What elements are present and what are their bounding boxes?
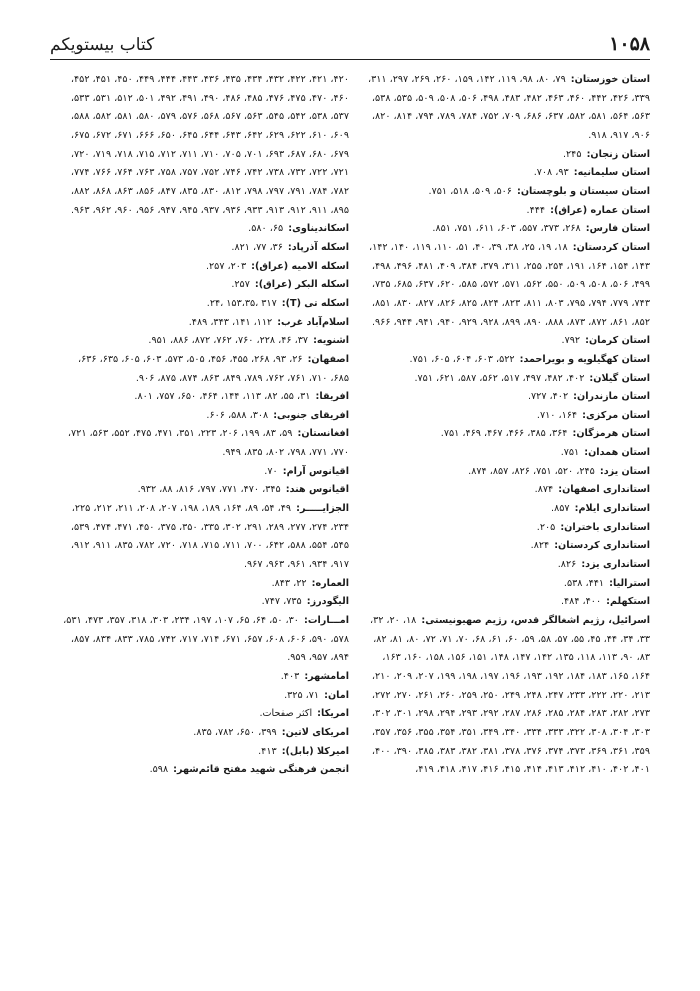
index-entry: [63, 314, 349, 333]
index-entry: [364, 183, 650, 202]
index-entry: [364, 593, 650, 612]
entry-pages: ۷۱، ۳۲۵.: [284, 689, 320, 701]
index-entry: [63, 388, 349, 407]
entry-pages: ۳۴۵، ۴۷۰، ۷۷۱، ۷۹۷، ۸۱۶، ۸۸، ۹۳۲.: [137, 484, 281, 496]
index-entry: [364, 407, 650, 426]
index-entry: [63, 425, 349, 462]
entry-term: استان سلیمانیه:: [573, 167, 650, 179]
entry-pages: ۶۵، ۵۸۰.: [248, 223, 284, 235]
entry-pages: ۷۰.: [264, 465, 278, 477]
entry-pages: ۴۰۰، ۴۸۴.: [560, 596, 602, 608]
entry-pages: ۷۹۲.: [561, 335, 581, 347]
index-entry: [364, 556, 650, 575]
index-entry: [364, 444, 650, 463]
index-column-right: [364, 71, 650, 780]
entry-pages: ۲۵۷.: [231, 279, 250, 291]
entry-pages: ۴۴۱، ۵۳۸.: [563, 577, 605, 589]
entry-term: اقیانوس آرام:: [282, 465, 349, 477]
entry-term: امریکا:: [317, 708, 349, 720]
entry-term: اصفهان:: [307, 353, 349, 365]
entry-pages: ۴۰۲، ۴۸۲، ۴۹۷، ۵۱۷، ۵۶۲، ۵۸۷، ۶۲۱، ۷۵۱.: [414, 372, 585, 384]
book-title: کتاب بیستویکم: [50, 35, 155, 55]
entry-term: استانداری باختران:: [560, 521, 650, 533]
entry-pages: ۸۷۴.: [534, 484, 554, 496]
entry-pages: ۲۶۸، ۳۷۳، ۵۵۷، ۶۰۳، ۶۱۱، ۷۵۱، ۸۵۱.: [432, 223, 581, 235]
index-entry: [364, 463, 650, 482]
entry-term: اسلام‌آباد غرب:: [277, 316, 349, 328]
index-entry: [63, 258, 349, 277]
entry-term: امامشهر:: [304, 671, 349, 682]
index-entry: [63, 761, 349, 780]
entry-term: اقیانوس هند:: [285, 484, 349, 496]
entry-pages: ۷۵۱.: [560, 447, 580, 459]
index-entry: [364, 202, 650, 221]
entry-term: استکهلم:: [606, 596, 650, 608]
entry-pages: ۲۰۵.: [536, 521, 556, 533]
entry-term: استان مازندران:: [573, 391, 650, 403]
entry-term: امان:: [324, 689, 349, 701]
index-entry: [63, 687, 349, 706]
entry-pages: ۳۶، ۷۷، ۸۲۱.: [231, 241, 283, 253]
entry-term: افریقا:: [315, 391, 349, 403]
entry-pages: ۷۳۵، ۷۴۷.: [261, 596, 302, 608]
index-entry: [63, 724, 349, 743]
entry-pages: ۲۴۵، ۵۲۰، ۷۵۱، ۸۲۶، ۸۵۷، ۸۷۴.: [468, 465, 595, 477]
index-entry: [63, 593, 349, 612]
entry-term: استانداری کردستان:: [554, 540, 650, 552]
entry-term: استان عماره (عراق):: [550, 204, 650, 216]
entry-pages: ۹۳، ۷۰۸.: [533, 167, 569, 179]
entry-term: امریکای لاتین:: [281, 726, 349, 738]
entry-pages: ۲۶، ۹۳، ۲۶۸، ۴۵۵، ۴۵۶، ۵۰۵، ۵۷۳، ۶۰۳، ۶۰۵، ۶۳۵، ۶۳۶، ۶۸۵، ۷۱۰، ۷۶۱، ۷۶۲، ۷۸۹، ۸۴۹، ۸۶۳، ۸۷۴، ۸۷۵، ۹۰۶.: [77, 353, 349, 384]
entry-pages: ۸۲۴.: [530, 540, 550, 552]
entry-term: اسکله الامیه (عراق):: [251, 260, 349, 272]
entry-pages: ۲۲، ۸۴۳.: [271, 577, 307, 589]
entry-term: استان همدان:: [584, 447, 650, 459]
entry-pages: ۴۹، ۵۴، ۸۹، ۱۶۴، ۱۸۹، ۱۹۸، ۲۰۷، ۲۰۸، ۲۱۱، ۲۱۲، ۲۲۵، ۲۳۴، ۲۷۴، ۲۷۷، ۲۸۹، ۲۹۱، ۳۰۲، ۳۳۵، ۳۵۰، ۳۷۵، ۴۵۰، ۴۷۱، ۴۷۴، ۵۳۹، ۵۴۵، ۵۵۴، ۵۸۸، ۶۴۲، ۷۰۰، ۷۱۱، ۷۱۵، ۷۱۸، ۷۲۰، ۷۸۲، ۸۳۵، ۹۱۱، ۹۱۲، ۹۱۷، ۹۳۴، ۹۶۱، ۹۶۳، ۹۶۷.: [70, 503, 349, 571]
entry-term: افریقای جنوبی:: [273, 409, 349, 421]
index-entry: [364, 164, 650, 183]
entry-term: استان خوزستان:: [570, 74, 650, 85]
entry-term: استان هرمزگان:: [572, 428, 650, 440]
entry-term: استانداری یزد:: [581, 559, 650, 571]
index-entry: [63, 481, 349, 500]
index-entry: [364, 481, 650, 500]
index-entry: [364, 519, 650, 538]
index-entry: [364, 612, 650, 780]
entry-pages: ۴۰۳.: [280, 671, 300, 682]
entry-pages: ۳۱، ۵۵، ۸۲، ۱۱۳، ۱۴۴، ۴۶۴، ۶۵۰، ۷۵۷، ۸۰۱.: [134, 391, 311, 403]
index-entry: [364, 220, 650, 239]
index-entry: [63, 295, 349, 314]
entry-pages: ۳۰۸، ۵۸۸، ۶۰۶.: [206, 409, 269, 421]
entry-pages: ۵۹۸.: [149, 764, 169, 776]
entry-pages: ۵۹، ۸۳، ۱۹۹، ۲۰۶، ۲۲۳، ۳۵۱، ۴۷۱، ۴۷۵، ۵۵۲، ۵۶۳، ۷۲۱، ۷۷۰، ۷۷۱، ۷۹۸، ۸۰۲، ۸۳۵، ۹۴۹.: [67, 428, 349, 459]
entry-pages: ۱۶۴، ۷۱۰.: [536, 409, 578, 421]
entry-term: امیرکلا (بابل):: [281, 745, 349, 757]
entry-term: استانداری اصفهان:: [558, 484, 650, 496]
index-entry: [364, 500, 650, 519]
entry-term: استان کهگیلویه و بویراحمد:: [519, 353, 650, 365]
entry-pages: ۲۴، ۱۵۳،۳۵، ۳۱۷.: [206, 297, 277, 309]
entry-pages: ۱۸، ۱۹، ۲۵، ۳۸، ۳۹، ۴۰، ۵۱، ۱۱۰، ۱۱۹، ۱۴۰، ۱۴۲، ۱۴۳، ۱۵۴، ۱۶۴، ۱۹۱، ۲۵۴، ۲۵۵، ۳۱۱، ۳۷۹، ۳۸۴، ۴۰۹، ۴۸۱، ۴۹۶، ۴۹۸، ۴۹۹، ۵۰۶، ۵۰۸، ۵۰۹، ۵۵۰، ۵۶۲، ۵۷۱، ۵۷۲، ۵۸۵، ۶۲۰، ۶۳۷، ۶۸۵، ۷۳۵، ۷۴۳، ۷۷۹، ۷۹۴، ۷۹۵، ۸۰۳، ۸۱۱، ۸۲۳، ۸۲۴، ۸۲۵، ۸۲۶، ۸۲۷، ۸۳۰، ۸۵۱، ۸۵۲، ۸۶۱، ۸۷۲، ۸۷۳، ۸۸۸، ۸۹۰، ۸۹۹، ۹۲۸، ۹۲۹، ۹۴۰، ۹۴۱، ۹۴۴، ۹۶۶.: [368, 241, 650, 328]
entry-pages: ۱۸، ۲۰، ۳۲، ۳۳، ۳۴، ۴۴، ۴۵، ۵۵، ۵۷، ۵۸، ۵۹، ۶۰، ۶۱، ۶۸، ۷۰، ۷۱، ۷۲، ۸۰، ۸۱، ۸۲، ۸۳، ۹۰، ۱۱۳، ۱۱۸، ۱۳۵، ۱۴۲، ۱۴۷، ۱۴۸، ۱۵۱، ۱۵۶، ۱۵۸، ۱۶۰، ۱۶۳، ۱۶۴، ۱۶۵، ۱۸۳، ۱۸۴، ۱۹۲، ۱۹۳، ۱۹۶، ۱۹۷، ۱۹۸، ۱۹۹، ۲۰۷، ۲۰۹، ۲۱۰، ۲۱۳، ۲۲۰، ۲۲۲، ۲۳۳، ۲۴۷، ۲۴۸، ۲۴۹، ۲۵۰، ۲۵۹، ۲۶۰، ۲۶۱، ۲۷۰، ۲۷۲، ۲۷۳، ۲۸۲، ۲۸۳، ۲۸۴، ۲۸۵، ۲۸۶، ۲۸۷، ۲۹۲، ۲۹۳، ۲۹۴، ۲۹۸، ۳۰۱، ۳۰۲، ۳۰۳، ۳۰۴، ۳۰۸، ۳۲۲، ۳۳۳، ۳۳۴، ۳۴۰، ۳۴۹، ۳۵۱، ۳۵۴، ۳۵۵، ۳۵۶، ۳۵۷، ۳۵۹، ۳۶۱، ۳۶۹، ۳۷۳، ۳۷۴، ۳۷۶، ۳۷۸، ۳۸۱، ۳۸۲، ۳۸۳، ۳۸۵، ۳۹۰، ۴۰۰، ۴۰۱، ۴۰۲، ۴۱۰، ۴۱۲، ۴۱۳، ۴۱۴، ۴۱۵، ۴۱۶، ۴۱۷، ۴۱۸، ۴۱۹،: [369, 615, 650, 776]
entry-pages: ۴۰۲، ۷۲۷.: [527, 391, 569, 403]
entry-pages: ۲۴۵.: [562, 148, 582, 160]
entry-term: افغانستان:: [297, 428, 349, 440]
entry-term: اسکله تی (T):: [281, 297, 349, 309]
entry-term: اسکله البکر (عراق):: [254, 279, 349, 291]
entry-term: امـــارات:: [304, 615, 349, 627]
entry-term: استان سیستان و بلوچستان:: [517, 185, 650, 197]
entry-term: استان کردستان:: [572, 241, 650, 253]
entry-term: استانداری ایلام:: [574, 503, 650, 515]
entry-term: استان یزد:: [599, 465, 650, 477]
entry-pages: ۴۱۳.: [258, 745, 277, 757]
entry-pages: ۳۶۴، ۳۸۵، ۴۶۶، ۴۶۷، ۴۶۹، ۷۵۱.: [440, 428, 568, 440]
index-entry: [63, 220, 349, 239]
index-entry: [364, 71, 650, 146]
entry-term: استان مرکزی:: [582, 409, 650, 421]
entry-term: اشنویه:: [313, 335, 349, 347]
entry-term: اسکله آذرپاد:: [287, 241, 349, 253]
index-entry: [63, 705, 349, 724]
entry-term: الیگودرز:: [306, 596, 349, 608]
index-entry: [364, 332, 650, 351]
entry-pages: ۵۲۲، ۶۰۳، ۶۰۴، ۶۰۵، ۷۵۱.: [409, 353, 515, 365]
index-entry: [364, 537, 650, 556]
entry-pages: ۳۷، ۴۶، ۲۲۸، ۷۶۰، ۷۶۲، ۸۷۲، ۸۸۶، ۹۵۱.: [148, 335, 309, 347]
index-column-left: [63, 71, 349, 780]
index-entry: [364, 575, 650, 594]
entry-term: استرالیا:: [609, 577, 650, 589]
entry-term: انجمن فرهنگی شهید مفتح قائم‌شهر:: [173, 764, 349, 776]
index-entry: [364, 425, 650, 444]
index-entry: [63, 463, 349, 482]
entry-pages: ۷۹، ۸۰، ۹۸، ۱۱۹، ۱۴۲، ۱۵۹، ۲۶۰، ۲۶۹، ۲۹۷، ۳۱۱، ۳۳۹، ۴۲۶، ۴۴۲، ۴۶۰، ۴۶۳، ۴۸۲، ۴۸۳، ۴۹۸، ۵۰۶، ۵۰۸، ۵۰۹، ۵۳۵، ۵۳۸، ۵۶۳، ۵۶۴، ۵۸۱، ۵۸۲، ۶۳۷، ۶۸۶، ۷۰۹، ۷۵۲، ۷۸۴، ۷۸۹، ۷۹۴، ۸۱۴، ۸۲۰، ۹۰۶، ۹۱۷، ۹۱۸.: [368, 74, 650, 141]
entry-pages: ۱۱۲، ۱۴۱، ۳۴۳، ۴۸۹.: [188, 316, 273, 328]
index-entry: [364, 370, 650, 389]
entry-pages: ۲۰۳، ۲۵۷.: [205, 260, 247, 272]
index-entry: [63, 743, 349, 762]
page-number: ۱۰۵۸: [609, 33, 650, 55]
index-entry: [364, 388, 650, 407]
entry-pages: ۸۵۷.: [551, 503, 570, 515]
index-entry: [63, 239, 349, 258]
index-entry: [364, 351, 650, 370]
entry-term: اسرائیل، رژیم اشغالگر قدس، رژیم صهیونیستی:: [421, 615, 650, 627]
entry-pages: ۵۰۶، ۵۰۹، ۵۱۸، ۷۵۱.: [428, 185, 512, 197]
continuation-text: ۴۲۰، ۴۲۱، ۴۲۲، ۴۳۲، ۴۳۴، ۴۳۵، ۴۳۶، ۴۴۳، ۴۴۴، ۴۴۹، ۴۵۰، ۴۵۱، ۴۵۲، ۴۶۰، ۴۷۰، ۴۷۵، ۴۷۶، ۴۸۵، ۴۸۶، ۴۹۰، ۴۹۱، ۴۹۲، ۵۰۱، ۵۱۲، ۵۳۱، ۵۳۳، ۵۳۷، ۵۳۸، ۵۴۲، ۵۴۵، ۵۶۳، ۵۶۷، ۵۶۸، ۵۷۶، ۵۷۹، ۵۸۰، ۵۸۱، ۵۸۲، ۵۸۸، ۶۰۹، ۶۱۰، ۶۲۲، ۶۲۹، ۶۴۲، ۶۴۳، ۶۴۴، ۶۴۵، ۶۵۰، ۶۶۶، ۶۷۱، ۶۷۲، ۶۷۵، ۶۷۹، ۶۸۰، ۶۸۷، ۶۹۳، ۷۰۱، ۷۰۵، ۷۱۰، ۷۱۱، ۷۱۲، ۷۱۵، ۷۱۸، ۷۱۹، ۷۲۰، ۷۲۱، ۷۲۲، ۷۳۲، ۷۳۸، ۷۴۲، ۷۴۶، ۷۵۲، ۷۵۷، ۷۵۸، ۷۶۳، ۷۶۴، ۷۶۶، ۷۷۴، ۷۸۲، ۷۸۴، ۷۹۱، ۷۹۷، ۷۹۸، ۸۱۲، ۸۳۰، ۸۳۵، ۸۴۷، ۸۵۶، ۸۶۳، ۸۶۸، ۸۸۲، ۸۹۵، ۹۱۱، ۹۱۲، ۹۱۳، ۹۳۳، ۹۳۶، ۹۳۷، ۹۴۵، ۹۴۷، ۹۵۶، ۹۶۰، ۹۶۲، ۹۶۳.: [70, 74, 349, 216]
entry-term: اسکاندیناوی:: [288, 223, 349, 235]
index-entry: [63, 612, 349, 668]
page-header: [50, 33, 650, 60]
entry-term: استان گیلان:: [589, 372, 650, 384]
entry-pages: ۳۹۹، ۶۵۰، ۷۸۲، ۸۳۵.: [193, 726, 277, 738]
index-entry: [63, 500, 349, 575]
entry-pages: ۸۲۶.: [557, 559, 577, 571]
index-entry: [63, 332, 349, 351]
index-entry: [364, 146, 650, 165]
entry-pages: ۳۰، ۵۰، ۶۴، ۶۵، ۱۰۷، ۱۹۷، ۲۳۴، ۳۰۳، ۳۱۸، ۳۵۷، ۴۷۳، ۵۳۱، ۵۷۸، ۵۹۰، ۶۰۶، ۶۰۸، ۶۵۷، ۶۷۱، ۷۱۴، ۷۱۷، ۷۴۲، ۷۸۵، ۸۳۳، ۸۳۴، ۸۵۷، ۸۹۴، ۹۵۷، ۹۵۹.: [63, 615, 349, 664]
entry-term: الجزایـــــر:: [296, 503, 349, 515]
index-entry: [63, 668, 349, 687]
entry-pages: اکثر صفحات.: [259, 708, 313, 720]
entry-term: استان زنجان:: [586, 148, 650, 160]
index-entry: [63, 351, 349, 388]
index-entry: [63, 276, 349, 295]
index-entry: [63, 575, 349, 594]
entry-term: استان فارس:: [585, 223, 650, 235]
entry-pages: ۴۴۴.: [526, 204, 546, 216]
index-entry: [364, 239, 650, 332]
entry-term: العماره:: [311, 577, 349, 589]
index-entry: [63, 407, 349, 426]
entry-term: استان کرمان:: [585, 335, 650, 347]
